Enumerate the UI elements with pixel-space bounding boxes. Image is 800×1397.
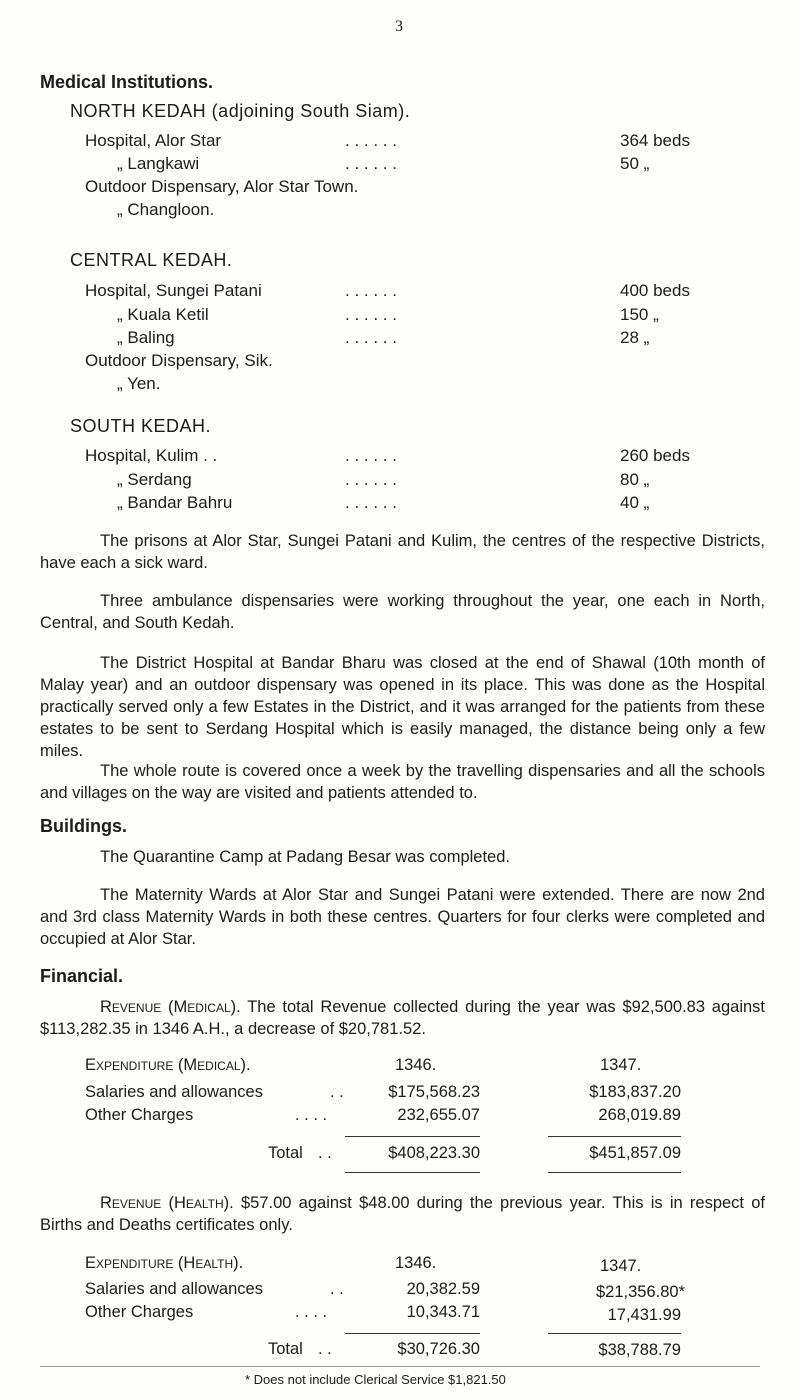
section-heading-financial: Financial.: [40, 966, 124, 986]
expenditure-medical-1346-value: $175,568.23: [388, 1083, 480, 1101]
north-row-dots: . . . . . .: [345, 154, 397, 173]
central-row-dots: . . . . . .: [345, 305, 397, 324]
revenue-medical-label: Revenue (Medical).: [100, 998, 241, 1016]
paragraph-ambulance: Three ambulance dispensaries were working throughout the year, one each in North, Central, and South Kedah.: [40, 592, 765, 632]
expenditure-health-total-dots: . .: [318, 1340, 332, 1358]
expenditure-health-1347-value: $21,356.80*: [595, 1283, 685, 1301]
expenditure-health-1346-value: 10,343.71: [406, 1303, 480, 1321]
expenditure-health-dots: . .: [330, 1280, 344, 1298]
central-row-dots: . . . . . .: [345, 281, 397, 300]
expenditure-health-dots: . . . .: [295, 1303, 328, 1321]
expenditure-medical-total-dots: . .: [318, 1144, 332, 1162]
north-row-label: Hospital, Alor Star: [85, 131, 222, 150]
central-row-label: „ Kuala Ketil: [117, 305, 209, 324]
south-row-beds: 80 „: [620, 470, 650, 489]
paragraph-maternity: The Maternity Wards at Alor Star and Sungei Patani were extended. There are now 2nd and 3rd class Maternity Wards in both these centres. Quarters for four clerks were completed and occupied at Alor Star.: [40, 886, 765, 948]
expenditure-medical-1347-value: 268,019.89: [598, 1106, 681, 1124]
central-row-dots: . . . . . .: [345, 328, 397, 347]
health-total-rule-1346: [345, 1333, 480, 1334]
central-row-label: Hospital, Sungei Patani: [85, 281, 262, 300]
expenditure-medical-col-1347: 1347.: [600, 1056, 642, 1074]
north-row-label: Outdoor Dispensary, Alor Star Town.: [85, 177, 359, 196]
medical-total-underline-1347: [548, 1172, 681, 1173]
medical-total-rule-1346: [345, 1136, 480, 1137]
expenditure-medical-label: Expenditure (Medical).: [85, 1056, 251, 1074]
section-heading-buildings: Buildings.: [40, 816, 127, 836]
north-row-label: „ Changloon.: [117, 200, 215, 219]
revenue-health-label: Revenue (Health).: [100, 1194, 234, 1212]
south-row-dots: . . . . . .: [345, 493, 397, 512]
expenditure-medical-total-1347: $451,857.09: [589, 1144, 681, 1162]
south-row-beds: 40 „: [620, 493, 650, 512]
revenue-health-text: $57.00 against $48.00 during the previous year. This is in respect of Births and Deaths certificates only.: [40, 1194, 766, 1234]
paragraph-district-hospital: The District Hospital at Bandar Bharu was closed at the end of Shawal (10th month of Malay year) and an outdoor dispensary was opened in its place. This was done as the Hospital practically served only a few Estates in the District, and it was arranged for the patients from these estates to be sent to Serdang Hospital which is easily managed, the distance being only a few miles.: [40, 654, 765, 760]
south-row-label: „ Serdang: [117, 470, 192, 489]
revenue-medical-text: The total Revenue collected during the year was $92,500.83 against $113,282.35 in 1346 A.H., a decrease of $20,781.52.: [40, 998, 766, 1038]
north-kedah-title: NORTH KEDAH (adjoining South Siam).: [70, 101, 411, 121]
south-row-label: „ Bandar Bahru: [117, 493, 233, 512]
central-row-beds: 150 „: [620, 305, 659, 324]
expenditure-medical-item: Other Charges: [85, 1106, 194, 1124]
paragraph-prisons: The prisons at Alor Star, Sungei Patani and Kulim, the centres of the respective Districts, have each a sick ward.: [40, 532, 765, 572]
paragraph-quarantine: The Quarantine Camp at Padang Besar was completed.: [100, 848, 510, 866]
expenditure-health-1347-value: 17,431.99: [607, 1306, 681, 1324]
central-row-label: „ Baling: [117, 328, 175, 347]
expenditure-medical-total-label: Total: [268, 1144, 303, 1162]
medical-total-rule-1347: [548, 1136, 681, 1137]
expenditure-health-label: Expenditure (Health).: [85, 1254, 244, 1272]
expenditure-health-total-label: Total: [268, 1340, 303, 1358]
paragraph-route: The whole route is covered once a week by the travelling dispensaries and all the schools and villages on the way are visited and patients attended to.: [40, 762, 765, 802]
north-row-beds: 364 beds: [620, 131, 690, 150]
central-row-label: „ Yen.: [117, 374, 161, 393]
expenditure-health-total-1346: $30,726.30: [397, 1340, 480, 1358]
expenditure-health-total-1347: $38,788.79: [598, 1341, 681, 1359]
expenditure-health-item: Other Charges: [85, 1303, 194, 1321]
expenditure-medical-1346-value: 232,655.07: [397, 1106, 480, 1124]
central-row-beds: 400 beds: [620, 281, 690, 300]
paragraph-revenue-medical: [40, 996, 765, 1040]
expenditure-health-item: Salaries and allowances: [85, 1280, 263, 1298]
footnote-separator: [40, 1366, 760, 1367]
expenditure-medical-col-1346: 1346.: [395, 1056, 437, 1074]
south-row-beds: 260 beds: [620, 446, 690, 465]
central-row-beds: 28 „: [620, 328, 650, 347]
south-row-dots: . . . . . .: [345, 470, 397, 489]
south-row-dots: . . . . . .: [345, 446, 397, 465]
medical-total-underline-1346: [345, 1172, 480, 1173]
central-row-label: Outdoor Dispensary, Sik.: [85, 351, 273, 370]
expenditure-health-1346-value: 20,382.59: [406, 1280, 480, 1298]
expenditure-health-col-1346: 1346.: [395, 1254, 437, 1272]
expenditure-medical-dots: . .: [330, 1083, 344, 1101]
expenditure-medical-1347-value: $183,837.20: [589, 1083, 681, 1101]
south-kedah-title: SOUTH KEDAH.: [70, 416, 212, 436]
expenditure-medical-total-1346: $408,223.30: [388, 1144, 480, 1162]
health-total-rule-1347: [548, 1333, 681, 1334]
page-number: 3: [395, 18, 403, 35]
central-kedah-title: CENTRAL KEDAH.: [70, 250, 233, 270]
section-heading-medical-institutions: Medical Institutions.: [40, 72, 214, 92]
north-row-dots: . . . . . .: [345, 131, 397, 150]
expenditure-medical-item: Salaries and allowances: [85, 1083, 263, 1101]
paragraph-revenue-health: [40, 1192, 765, 1236]
south-row-label: Hospital, Kulim . .: [85, 446, 218, 465]
expenditure-medical-dots: . . . .: [295, 1106, 328, 1124]
north-row-label: „ Langkawi: [117, 154, 200, 173]
expenditure-health-col-1347: 1347.: [600, 1257, 642, 1275]
footnote: * Does not include Clerical Service $1,821.50: [245, 1372, 506, 1387]
north-row-beds: 50 „: [620, 154, 650, 173]
